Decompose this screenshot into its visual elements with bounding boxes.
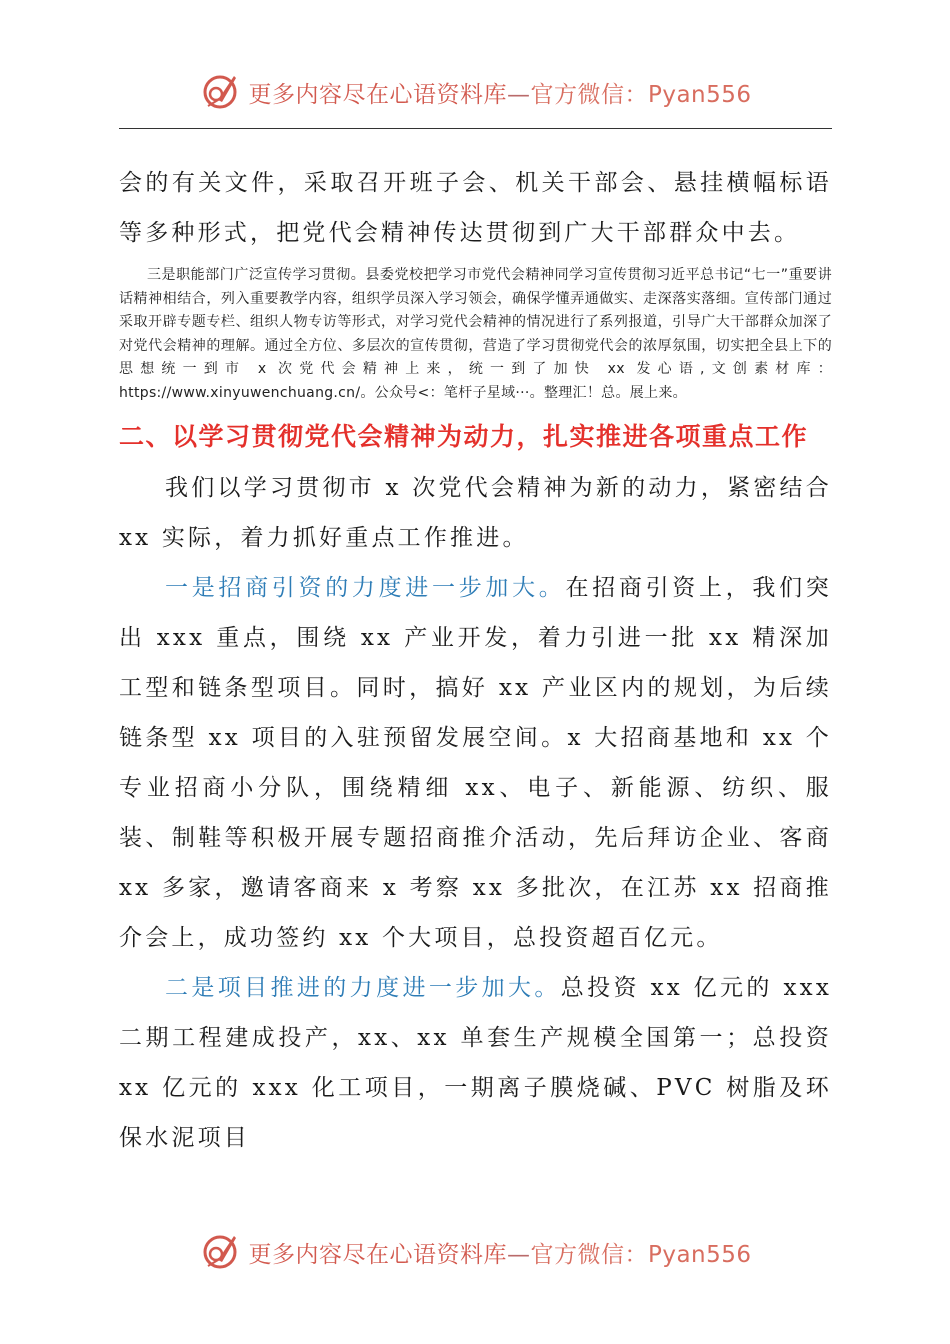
banner-dash: — — [506, 81, 531, 108]
section-heading-2: 二、以学习贯彻党代会精神为动力，扎实推进各项重点工作 — [119, 422, 809, 451]
footer-banner — [0, 1222, 950, 1282]
document-body — [119, 158, 832, 1163]
footer-banner-wechat-id: Pyan556 — [647, 1241, 752, 1268]
footer-banner-dash: — — [506, 1241, 531, 1268]
paragraph-3: 我们以学习贯彻市 x 次党代会精神为新的动力，紧密结合 xx 实际，着力抓好重点工作推进。 — [119, 475, 832, 551]
paragraph-1: 会的有关文件，采取召开班子会、机关干部会、悬挂横幅标语等多种形式，把党代会精神传达贯彻到广大干部群众中去。 — [119, 170, 832, 246]
paragraph-5-text: 总投资 xx 亿元的 xxx 二期工程建成投产，xx、xx 单套生产规模全国第一；总投资 xx 亿元的 xxx 化工项目，一期离子膜烧碱、PVC 树脂及环保水泥项目 — [119, 975, 833, 1151]
footer-banner-main: 更多内容尽在心语资料库 — [248, 1241, 507, 1268]
banner-wechat-label: 官方微信： — [530, 81, 648, 108]
header-banner — [0, 62, 950, 122]
quill-logo-icon — [198, 1230, 242, 1274]
paragraph-5-lead: 二是项目推进的力度进一步加大。 — [165, 975, 561, 1001]
paragraph-5 — [119, 963, 832, 1163]
footer-banner-wechat-label: 官方微信： — [530, 1241, 648, 1268]
paragraph-2: 三是职能部门广泛宣传学习贯彻。县委党校把学习市党代会精神同学习宣传贯彻习近平总书记“七一”重要讲话精神相结合，列入重要教学内容，组织学员深入学习领会，确保学懂弄通做实、走深落实落细。宣传部门通过采取开辟专题专栏、组织人物专访等形式，对学习党代会精神的情况进行了系列报道，引导广大干部群众加深了对党代会精神的理解。通过全方位、多层次的宣传贯彻，营造了学习贯彻党代会的浓厚氛围，切实把全县上下的思想统一到市 x 次党代会精神上来，统一到了加快 xx 发心语,文创素材库：https://www.xinyuwenchuang.cn/。公众号<：笔杆子星域···。整理汇！总。展上来。 — [119, 267, 832, 401]
banner-wechat-id: Pyan556 — [647, 81, 752, 108]
paragraph-4 — [119, 563, 832, 963]
paragraph-4-text: 在招商引资上，我们突出 xxx 重点，围绕 xx 产业开发，着力引进一批 xx 精深加工型和链条型项目。同时，搞好 xx 产业区内的规划，为后续链条型 xx 项目的入驻预留发展空间。x 大招商基地和 xx 个专业招商小分队，围绕精细 xx、电子、新能源、纺织、服装、制鞋等积极开展专题招商推介活动，先后拜访企业、客商 xx 多家，邀请客商来 x 考察 xx 多批次，在江苏 xx 招商推介会上，成功签约 xx 个大项目，总投资超百亿元。 — [119, 575, 832, 951]
header-divider — [119, 128, 832, 129]
banner-main: 更多内容尽在心语资料库 — [248, 81, 507, 108]
quill-logo-icon — [198, 70, 242, 114]
paragraph-4-lead: 一是招商引资的力度进一步加大。 — [165, 575, 566, 601]
footer-banner-text — [248, 1236, 751, 1269]
banner-text — [248, 76, 751, 109]
